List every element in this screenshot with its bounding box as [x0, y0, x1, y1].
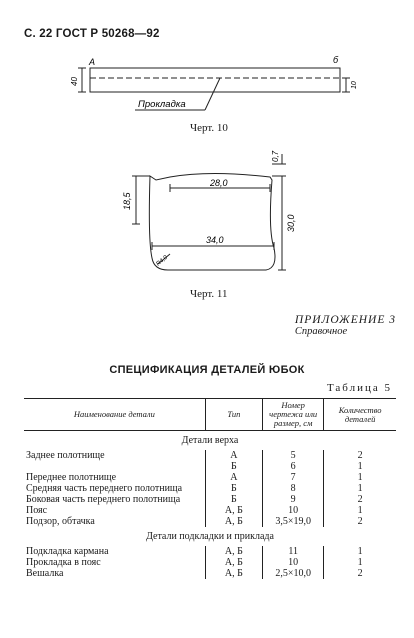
section-row: [24, 527, 396, 546]
callout-text: Прокладка: [138, 99, 186, 110]
section-title: Детали верха: [181, 435, 239, 446]
cell-drawing: 10: [263, 505, 324, 516]
figure-11-caption: Черт. 11: [190, 288, 228, 300]
cell-type: Б: [205, 483, 262, 494]
col-header-name: Наименование детали: [24, 399, 205, 431]
dim-bottom-width-text: 34,0: [206, 235, 224, 245]
cell-drawing: 6: [263, 461, 324, 472]
table-row: [24, 483, 396, 494]
dim-left-text: 40: [70, 77, 79, 86]
dim-left-height-text: 18,5: [122, 192, 132, 210]
cell-quantity: 2: [324, 516, 396, 527]
cell-type: А, Б: [205, 568, 262, 579]
cell-name: Заднее полотнище: [26, 450, 105, 461]
cell-name: Средняя часть переднего полотнища: [26, 483, 183, 494]
col-header-quantity: Количество деталей: [324, 399, 396, 431]
cell-quantity: 2: [324, 450, 396, 461]
cell-quantity: 2: [324, 568, 396, 579]
table-row: [24, 461, 396, 472]
section-title: Детали подкладки и приклада: [146, 531, 274, 542]
figure-11-drawing: [110, 140, 310, 288]
cell-quantity: 1: [324, 505, 396, 516]
table-row: [24, 546, 396, 557]
dim-radius-text: R4,0: [155, 254, 170, 268]
cell-name: Подкладка кармана: [26, 546, 109, 557]
dim-right-text: 10: [351, 81, 358, 89]
cell-quantity: 2: [324, 494, 396, 505]
dim-top-width-text: 28,0: [210, 178, 228, 188]
appendix-subtitle: Справочное: [294, 326, 348, 337]
table-row: [24, 472, 396, 483]
table-row: [24, 450, 396, 461]
spec-title: СПЕЦИФИКАЦИЯ ДЕТАЛЕЙ ЮБОК: [109, 364, 305, 376]
table-row: [24, 516, 396, 527]
dim-offset-text: 0,7: [271, 150, 280, 162]
appendix-block: [295, 314, 396, 337]
table-body: [24, 431, 396, 580]
table-row: [24, 557, 396, 568]
col-header-drawing: Номер чертежа или размер, см: [263, 399, 324, 431]
page-header: С. 22 ГОСТ Р 50268—92: [24, 28, 160, 40]
cell-type: А: [205, 450, 262, 461]
table-row: [24, 494, 396, 505]
cell-quantity: 1: [324, 483, 396, 494]
cell-name: Вешалка: [26, 568, 64, 579]
spec-table: [24, 398, 396, 579]
cell-quantity: 1: [324, 557, 396, 568]
cell-quantity: 1: [324, 461, 396, 472]
cell-drawing: 11: [263, 546, 324, 557]
cell-drawing: 7: [263, 472, 324, 483]
table-row: [24, 568, 396, 579]
cell-drawing: 9: [263, 494, 324, 505]
table-label: Таблица 5: [326, 382, 392, 394]
cell-quantity: 1: [324, 472, 396, 483]
cell-type: А: [205, 472, 262, 483]
cell-type: Б: [205, 494, 262, 505]
callout-leader: [205, 78, 220, 110]
section-row: [24, 431, 396, 451]
cell-type: Б: [205, 461, 262, 472]
table-row: [24, 505, 396, 516]
cell-drawing: 8: [263, 483, 324, 494]
cell-name: [24, 461, 205, 472]
cell-name: Переднее полотнище: [26, 472, 117, 483]
dim-height-text: 30,0: [286, 214, 296, 232]
label-a: А: [89, 57, 96, 67]
cell-name: Прокладка в пояс: [26, 557, 101, 568]
cell-drawing: 10: [263, 557, 324, 568]
cell-drawing: 5: [263, 450, 324, 461]
cell-name: Подзор, обтачка: [26, 516, 95, 527]
appendix-label: ПРИЛОЖЕНИЕ 3: [294, 314, 396, 326]
table-header-row: [24, 399, 396, 431]
cell-drawing: 2,5×10,0: [263, 568, 324, 579]
cell-type: А, Б: [205, 516, 262, 527]
cell-type: А, Б: [205, 505, 262, 516]
cell-name: Пояс: [26, 505, 48, 516]
cell-quantity: 1: [324, 546, 396, 557]
label-b: б: [333, 55, 339, 65]
figure-10-caption: Черт. 10: [190, 122, 228, 134]
cell-type: А, Б: [205, 557, 262, 568]
cell-drawing: 3,5×19,0: [263, 516, 324, 527]
col-header-type: Тип: [205, 399, 262, 431]
cell-name: Боковая часть переднего полотнища: [26, 494, 181, 505]
cell-type: А, Б: [205, 546, 262, 557]
